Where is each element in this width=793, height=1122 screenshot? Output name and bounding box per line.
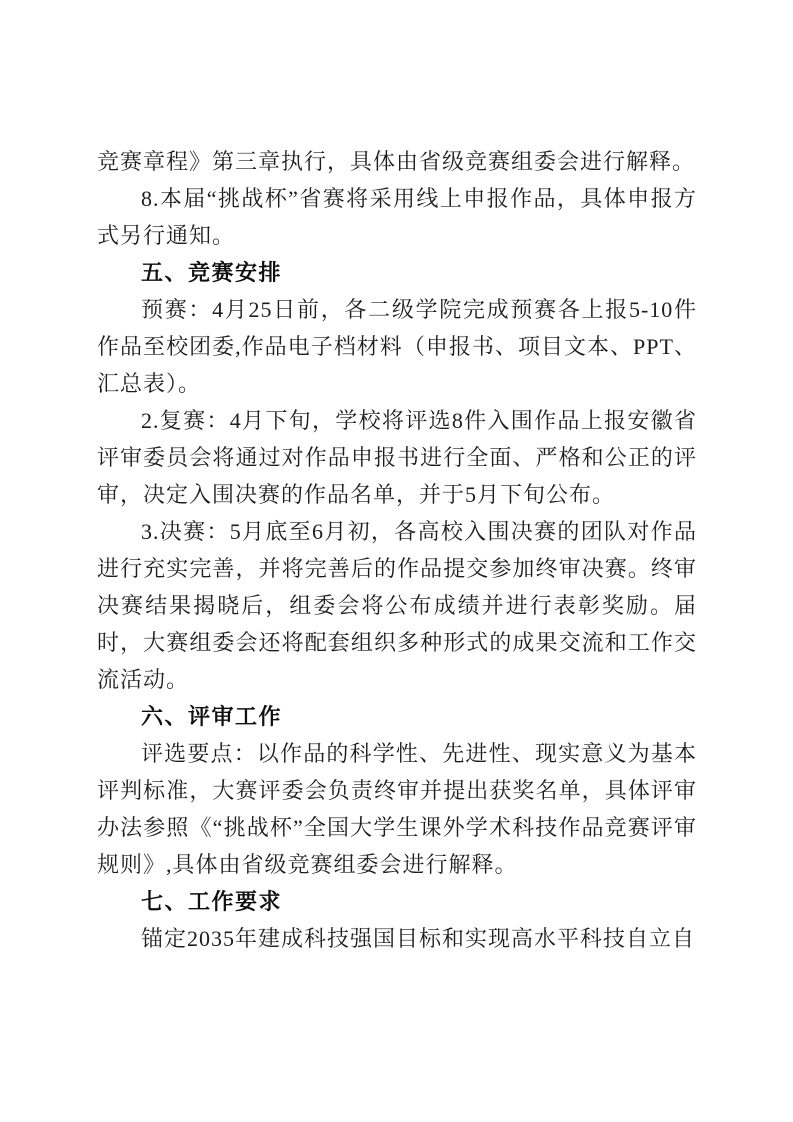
body-paragraph: 竞赛章程》第三章执行，具体由省级竞赛组委会进行解释。 <box>97 149 696 174</box>
body-paragraph: 2.复赛：4月下旬，学校将评选8件入围作品上报安徽省评审委员会将通过对作品申报书进行全面、严格和公正的评审，决定入围决赛的作品名单，并于5月下旬公布。 <box>97 408 697 507</box>
body-paragraph: 预赛：4月25日前，各二级学院完成预赛各上报5-10件作品至校团委,作品电子档材料（申报书、项目文本、PPT、汇总表）。 <box>97 297 697 396</box>
section-heading: 六、评审工作 <box>141 704 283 729</box>
body-paragraph: 8.本届“挑战杯”省赛将采用线上申报作品，具体申报方式另行通知。 <box>97 186 697 248</box>
section-heading: 五、竞赛安排 <box>141 260 283 285</box>
body-paragraph: 评选要点：以作品的科学性、先进性、现实意义为基本评判标准，大赛评委会负责终审并提出获奖名单，具体评审办法参照《“挑战杯”全国大学生课外学术科技作品竞赛评审规则》,具体由省级竞赛组委会进行解释。 <box>97 741 697 877</box>
body-paragraph: 锚定2035年建成科技强国目标和实现高水平科技自立自 <box>141 926 696 951</box>
section-heading: 七、工作要求 <box>141 889 283 914</box>
body-paragraph: 3.决赛：5月底至6月初，各高校入围决赛的团队对作品进行充实完善，并将完善后的作品提交参加终审决赛。终审决赛结果揭晓后，组委会将公布成绩并进行表彰奖励。届时，大赛组委会还将配套组织多种形式的成果交流和工作交流活动。 <box>97 519 697 692</box>
